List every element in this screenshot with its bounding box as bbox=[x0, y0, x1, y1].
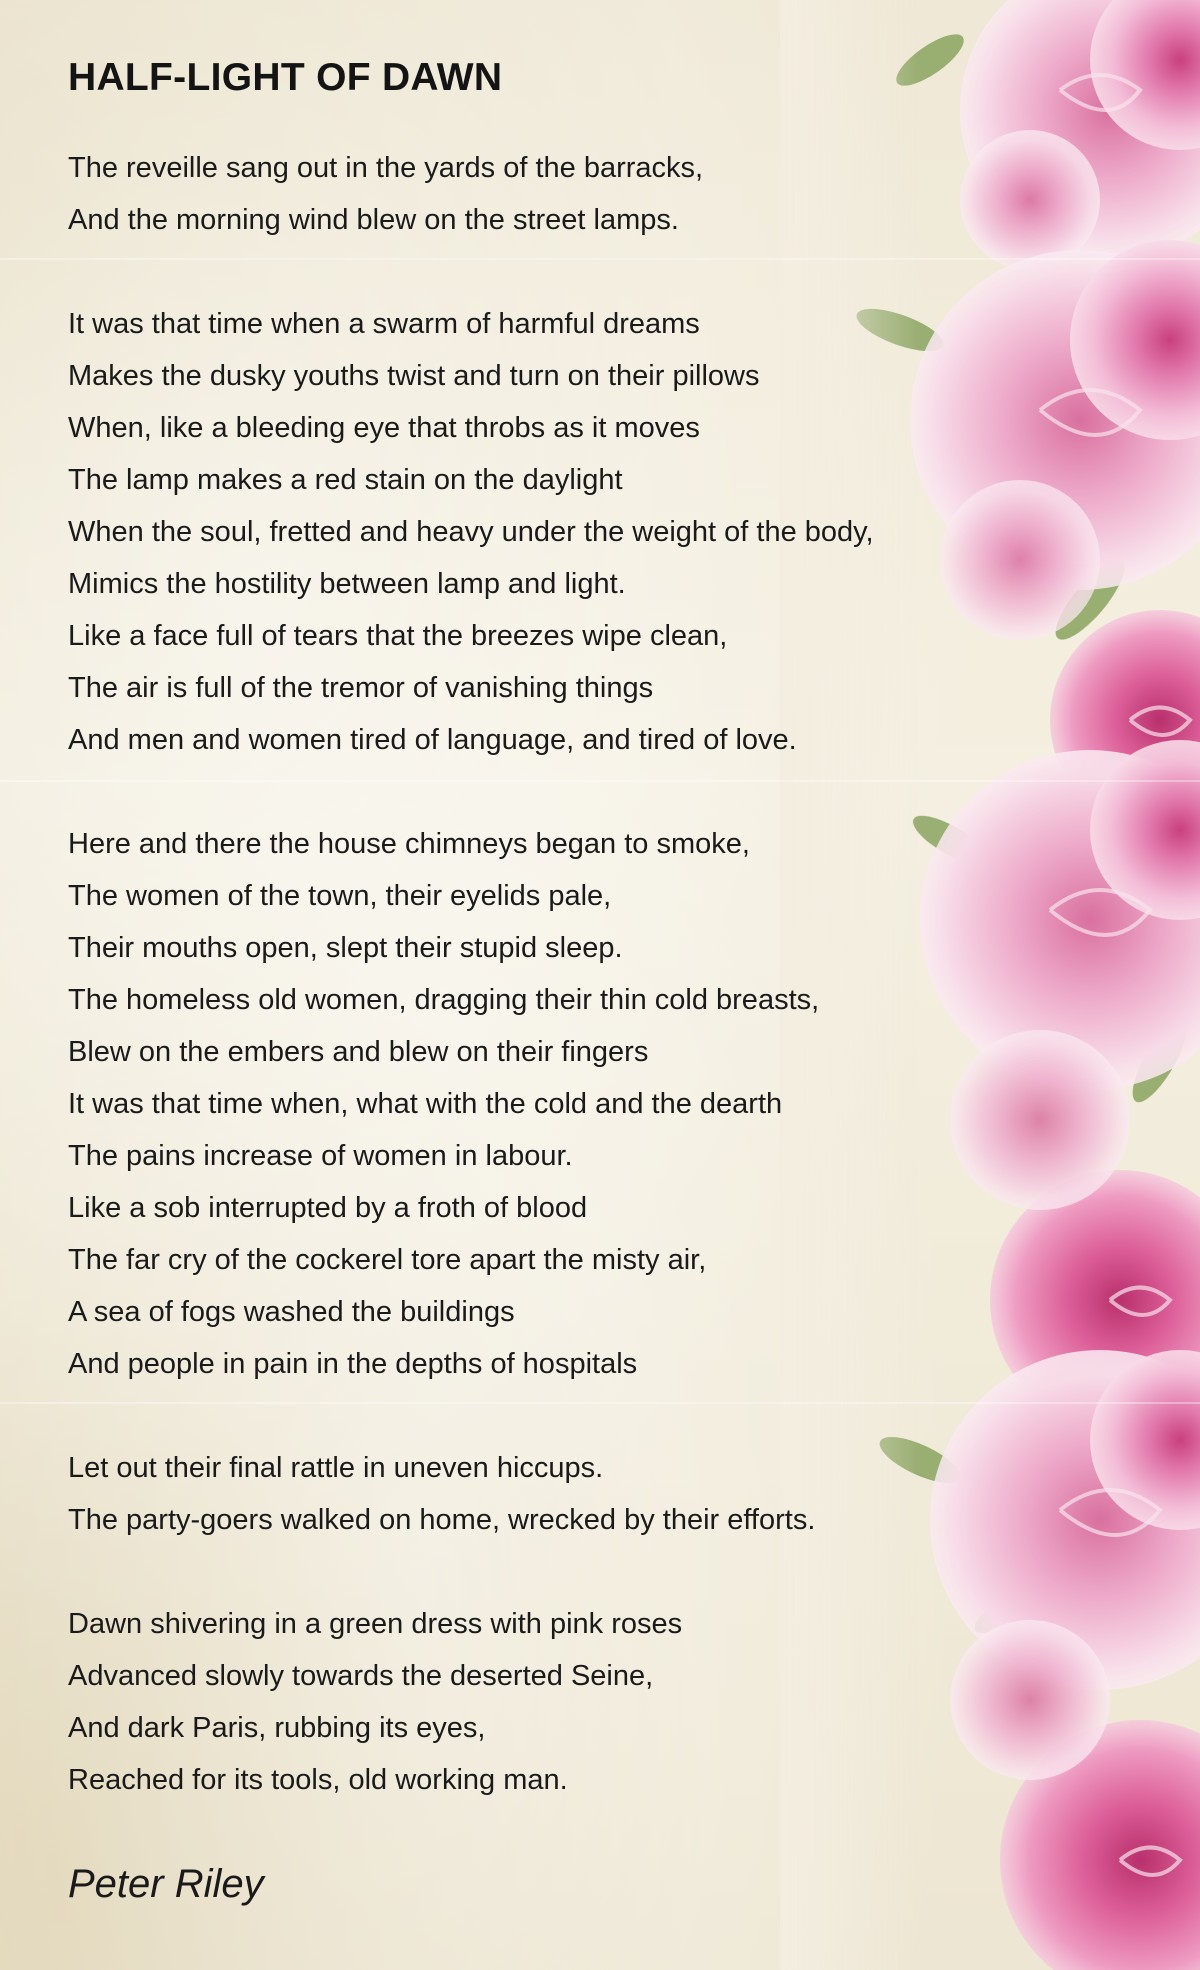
poem-line: The air is full of the tremor of vanishing things bbox=[68, 672, 654, 704]
poem-line: The women of the town, their eyelids pale, bbox=[68, 880, 612, 912]
poem-line: Like a sob interrupted by a froth of blood bbox=[68, 1192, 588, 1224]
poem-line: Let out their final rattle in uneven hiccups. bbox=[68, 1452, 604, 1484]
poem-line: The far cry of the cockerel tore apart the misty air, bbox=[68, 1244, 707, 1276]
stanza bbox=[68, 1598, 1068, 1806]
poem-line: And the morning wind blew on the street lamps. bbox=[68, 204, 679, 236]
poem-line: And men and women tired of language, and tired of love. bbox=[68, 724, 797, 756]
poem-line: It was that time when a swarm of harmful dreams bbox=[68, 308, 700, 340]
poem-line: Here and there the house chimneys began to smoke, bbox=[68, 828, 750, 860]
poem-line: Mimics the hostility between lamp and light. bbox=[68, 568, 626, 600]
poem-line: The homeless old women, dragging their thin cold breasts, bbox=[68, 984, 820, 1016]
poem-line: The lamp makes a red stain on the daylight bbox=[68, 464, 623, 496]
poem-line: Makes the dusky youths twist and turn on their pillows bbox=[68, 360, 760, 392]
poem bbox=[68, 50, 1068, 1858]
poem-line: The party-goers walked on home, wrecked by their efforts. bbox=[68, 1504, 816, 1536]
poem-line: Advanced slowly towards the deserted Seine, bbox=[68, 1660, 654, 1692]
stanza bbox=[68, 1442, 1068, 1546]
poem-line: And people in pain in the depths of hospitals bbox=[68, 1348, 638, 1380]
poem-line: The pains increase of women in labour. bbox=[68, 1140, 573, 1172]
poem-line: The reveille sang out in the yards of the barracks, bbox=[68, 152, 704, 184]
poem-line: And dark Paris, rubbing its eyes, bbox=[68, 1712, 486, 1744]
poem-author: Peter Riley bbox=[68, 1862, 264, 1906]
stanza bbox=[68, 142, 1068, 246]
poem-line: Their mouths open, slept their stupid sleep. bbox=[68, 932, 623, 964]
poem-line: Reached for its tools, old working man. bbox=[68, 1764, 568, 1796]
poem-line: It was that time when, what with the cold and the dearth bbox=[68, 1088, 783, 1120]
poem-line: When the soul, fretted and heavy under the weight of the body, bbox=[68, 516, 874, 548]
poem-title: HALF-LIGHT OF DAWN bbox=[68, 56, 503, 99]
poem-line: A sea of fogs washed the buildings bbox=[68, 1296, 515, 1328]
stanza bbox=[68, 298, 1068, 766]
poem-line: Blew on the embers and blew on their fingers bbox=[68, 1036, 649, 1068]
poem-line: Dawn shivering in a green dress with pink roses bbox=[68, 1608, 683, 1640]
poem-line: Like a face full of tears that the breezes wipe clean, bbox=[68, 620, 728, 652]
poem-line: When, like a bleeding eye that throbs as it moves bbox=[68, 412, 700, 444]
stanza bbox=[68, 818, 1068, 1390]
